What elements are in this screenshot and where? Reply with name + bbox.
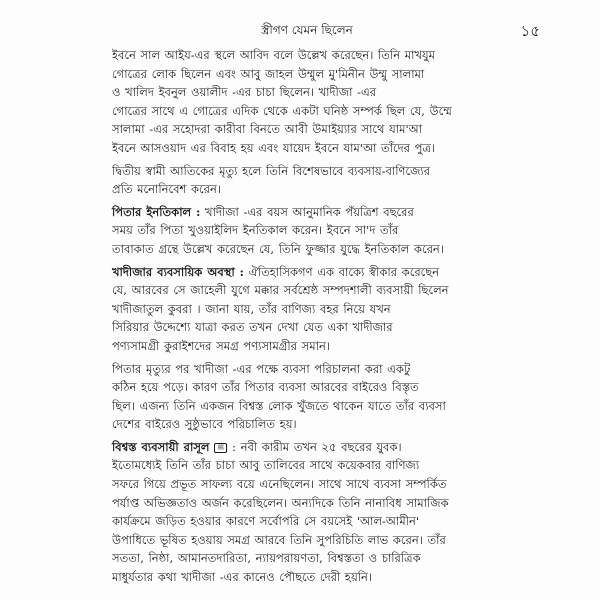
text-line: গোত্রের লোক ছিলেন এবং আবু জাহল উম্মুল মু'মিনীন উম্মু সালামা	[112, 66, 425, 81]
text-line: গোত্রের সাথে এ গোত্রের এদিক থেকে একটা ঘনিষ্ঠ সম্পর্ক ছিল যে, উম্মে	[112, 103, 452, 118]
paragraph-2	[112, 162, 502, 199]
text-line: ছিল। এজন্য তিনি একজন বিশ্বস্ত লোক খুঁজতে থাকেন যাতে তাঁর ব্যবসা	[112, 398, 446, 413]
text-line: ও খালিদ ইবনুল ওয়ালীদ -এর চাচা ছিলেন। খাদীজা -এর	[112, 85, 377, 100]
text-line: ইবনে আসওয়াদ এর বিবাহ হয় এবং যায়েদ ইবনে যাম'আ তাঁদের পুত্র।	[112, 140, 436, 155]
paragraph-5	[112, 360, 502, 434]
text-line: : নবী কারীম তখন ২৫ বছরের যুবক।	[232, 439, 402, 454]
text-line: ইতোমধ্যেই তিনি তাঁর চাচা আবু তালিবের সাথে কয়েকবার বাণিজ্য	[112, 458, 420, 473]
paragraph-6	[112, 438, 502, 587]
text-line: পর্যাপ্ত অভিজ্ঞতাও অর্জন করেছিলেন। অন্যদিকে তিনি নানাবিধ সামাজিক	[112, 495, 449, 510]
text-line: সততা, নিষ্ঠা, আমানতদারিতা, ন্যায়পরায়ণতা, বিশ্বস্ততা ও চারিত্রিক	[112, 551, 421, 566]
section-heading: খাদীজার ব্যবসায়িক অবস্থা :	[112, 264, 244, 279]
text-line: খাদীজাতুল কুবরা । জানা যায়, তাঁর বাণিজ্য বহর নিয়ে যখন	[112, 301, 391, 316]
running-title: স্ত্রীগণ যেমন ছিলেন	[261, 23, 353, 37]
text-line: পণ্যসামগ্রী কুরাইশদের সমগ্র পণ্যসামগ্রীর সমান।	[112, 338, 330, 353]
text-line: খাদীজা -এর বয়স আনুমানিক পঁয়ত্রিশ বছরের	[205, 204, 414, 219]
text-line: প্রতি মনোনিবেশ করেন।	[112, 182, 221, 197]
text-line: সফরে গিয়ে প্রভূত সাফল্য বয়ে এনেছিলেন। সাথে সাথে ব্যবসা সম্পর্কিত	[112, 477, 447, 492]
text-line: যে, আরবের সে জাহেলী যুগে মক্কার সর্বশ্রেষ্ঠ সম্পদশালী ব্যবসায়ী ছিলেন	[112, 283, 449, 298]
paragraph-1	[112, 46, 502, 158]
text-line: দেশের বাইরেও সুষ্ঠুভাবে পরিচালিত হয়।	[112, 417, 297, 432]
text-line: মাধুর্যতার কথা খাদীজা -এর কানেও পৌছতে দেরী হয়নি।	[112, 570, 373, 585]
text-line: পিতার মৃত্যুর পর খাদীজা -এর পক্ষে ব্যবসা পরিচালনা করা একটু	[112, 361, 411, 376]
text-line: উপাধিতে ভূষিত হওয়ায় সমগ্র আরবে তিনি সুপরিচিতি লাভ করেন। তাঁর	[112, 532, 446, 547]
page-number: ১৫	[520, 22, 540, 40]
text-line: কার্যক্রমে জড়িত হওয়ার কারণে সর্বোপরি সে বয়সেই 'আল-আমীন'	[112, 514, 420, 529]
page-header	[112, 20, 540, 42]
section-heading: বিশ্বস্ত ব্যবসায়ী রাসূল	[112, 439, 210, 454]
text-line: সিরিয়ার উদ্দেশ্যে যাত্রা করত তখন দেখা যেত একা খাদীজার	[112, 320, 393, 335]
honorific-prophet-icon: ﷺ	[214, 443, 227, 453]
text-line: সময় তাঁর পিতা খুওয়াইলিদ ইনতিকাল করেন। ইবনে সা'দ তাঁর	[112, 223, 399, 238]
section-heading: পিতার ইনতিকাল :	[112, 204, 201, 219]
paragraph-3	[112, 203, 502, 259]
text-line: ঐতিহাসিকগণ এক বাক্যে স্বীকার করেছেন	[248, 264, 440, 279]
text-line: দ্বিতীয় স্বামী আতিকের মৃত্যু হলে তিনি বিশেষভাবে ব্যবসায়-বাণিজ্যের	[112, 163, 431, 178]
text-line: ইবনে সাল আইয-এর স্থলে আবিদ বলে উল্লেখ করেছেন। তিনি মাখযুম	[112, 48, 436, 62]
text-line: তাবাকাত গ্রন্থে উল্লেখ করেছেন যে, তিনি ফুজ্জার যুদ্ধে ইনতিকাল করেন।	[112, 241, 444, 256]
paragraph-4	[112, 263, 502, 356]
text-line: কঠিন হয়ে পড়ে। কারণ তাঁর পিতার ব্যবসা আরবের বাইরেও বিস্তৃত	[112, 380, 419, 395]
body-text	[112, 46, 502, 591]
text-line: সালামা -এর সহোদরা কারীবা বিনতে আবী উমাইয়্যার সাথে যাম'আ	[112, 122, 423, 137]
